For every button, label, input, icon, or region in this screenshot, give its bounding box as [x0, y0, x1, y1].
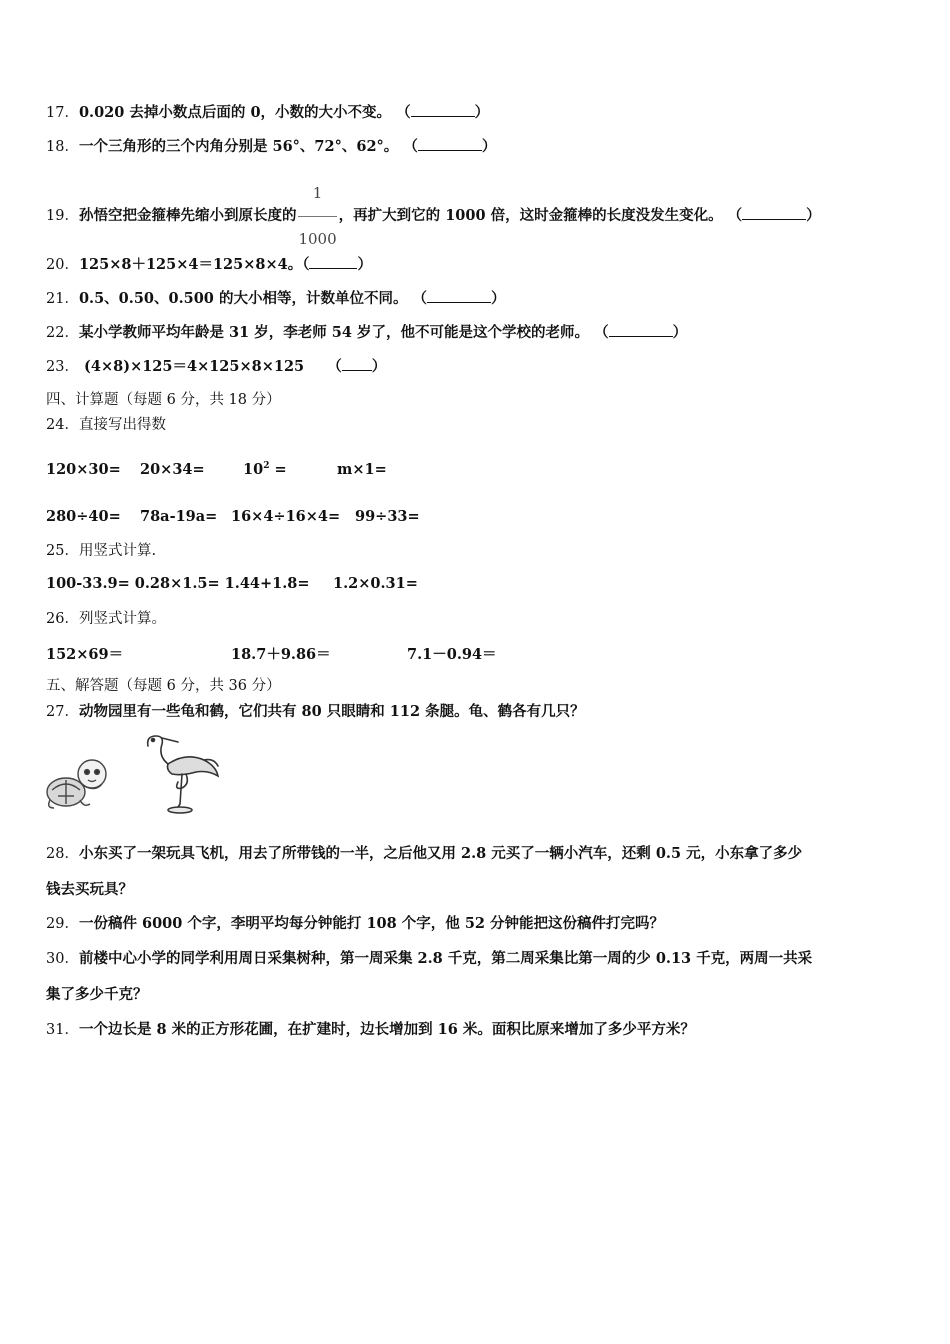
question-number: 24． [46, 417, 79, 433]
question-text: 0.020 去掉小数点后面的 0，小数的大小不变。 [78, 104, 392, 121]
question-text: 列竖式计算。 [78, 611, 166, 627]
question-22 [46, 322, 687, 343]
crane-illustration [138, 730, 222, 816]
question-number: 21． [46, 291, 79, 307]
question-number: 30． [46, 951, 79, 967]
question-number: 18． [46, 139, 79, 155]
question-29 [46, 914, 664, 934]
calc-item-power [243, 461, 287, 478]
calc-item: 16×4÷16×4= [231, 508, 341, 525]
calc-item: 18.7＋9.86＝ [231, 646, 331, 663]
paren-close: ） [357, 256, 372, 273]
paren-open: （ [327, 358, 342, 375]
calc-exponent: 2 [263, 461, 270, 472]
question-30 [46, 949, 812, 969]
question-30-continued: 集了多少千克？ [46, 986, 148, 1003]
fraction-denominator: 1000 [298, 230, 337, 248]
question-number: 22． [46, 325, 79, 341]
question-text: 一份稿件 6000 个字，李明平均每分钟能打 108 个字，他 52 分钟能把这份稿件打完吗？ [78, 915, 665, 932]
question-26 [46, 609, 166, 629]
question-text-a: 小东买了一架玩具飞机，用去了所带钱的一半，之后他又用 2.8 元买了一辆小汽车，还剩 0.5 元，小东拿了多少 [78, 845, 803, 862]
answer-blank[interactable] [427, 288, 491, 303]
question-17 [46, 102, 489, 123]
calc-item: 152×69＝ [46, 646, 124, 663]
section-4-heading: 四、计算题（每题 6 分，共 18 分） [46, 392, 281, 408]
question-text: 某小学教师平均年龄是 31 岁，李老师 54 岁了，他不可能是这个学校的老师。 [78, 324, 589, 341]
question-20 [46, 254, 372, 275]
question-number: 26． [46, 611, 79, 627]
paren-close: ） [481, 138, 497, 155]
paren-open: （ [396, 104, 411, 121]
question-27 [46, 702, 585, 722]
question-text-a: 前楼中心小学的同学利用周日采集树种，第一周采集 2.8 千克，第二周采集比第一周的少 0.13 千克，两周一共采 [78, 950, 813, 967]
answer-blank[interactable] [742, 205, 806, 220]
question-number: 28． [46, 846, 79, 862]
turtle-illustration [44, 734, 116, 816]
question-31 [46, 1020, 695, 1040]
question-text: 125×8＋125×4＝125×8×4。 [78, 256, 303, 273]
calc-item: 78a-19a= [140, 508, 218, 525]
calc-item: m×1= [337, 461, 387, 478]
question-24 [46, 415, 166, 435]
paren-close: ） [491, 290, 506, 307]
fraction [298, 172, 336, 260]
calc-item: 7.1－0.94＝ [407, 646, 497, 663]
calc-equals: = [274, 461, 287, 478]
question-text: 用竖式计算. [78, 543, 157, 559]
answer-blank[interactable] [411, 102, 475, 117]
paren-close: ） [371, 358, 387, 375]
paren-open: （ [727, 207, 743, 224]
question-number: 31． [46, 1022, 79, 1038]
question-19 [46, 172, 821, 260]
paren-open: （ [412, 290, 428, 307]
calc-base: 10 [243, 461, 264, 478]
question-text-b: ，再扩大到它的 1000 倍，这时金箍棒的长度没发生变化。 [338, 207, 723, 224]
question-text: 一个三角形的三个内角分别是 56°、72°、62°。 [78, 138, 399, 155]
question-28-continued: 钱去买玩具？ [46, 881, 133, 898]
paren-close: ） [672, 324, 688, 341]
paren-close: ） [806, 207, 821, 224]
question-number: 19． [46, 208, 79, 224]
question-25 [46, 541, 156, 561]
question-number: 17． [46, 105, 79, 121]
fraction-numerator: 1 [298, 172, 336, 217]
question-number: 23． [46, 359, 79, 375]
question-18 [46, 136, 496, 157]
question-text: 0.5、0.50、0.500 的大小相等，计数单位不同。 [78, 290, 408, 307]
paren-open: （ [403, 138, 418, 155]
calc-item: 280÷40= [46, 508, 121, 525]
calc-item: 99÷33= [355, 508, 420, 525]
question-21 [46, 288, 506, 309]
question-text: (4×8)×125＝4×125×8×125 [84, 358, 305, 375]
calc-item: 120×30= [46, 461, 121, 478]
question-number: 27． [46, 704, 79, 720]
paren-open: （ [302, 256, 310, 273]
question-text-a: 孙悟空把金箍棒先缩小到原长度的 [78, 207, 297, 224]
answer-blank[interactable] [418, 136, 482, 151]
answer-blank[interactable] [342, 356, 372, 371]
question-number: 25． [46, 543, 79, 559]
question-number: 20． [46, 257, 79, 273]
question-23 [46, 356, 386, 377]
answer-blank[interactable] [309, 254, 357, 269]
calc-item: 100-33.9= 0.28×1.5= 1.44+1.8= [46, 575, 310, 592]
paren-close: ） [474, 104, 490, 121]
section-5-heading: 五、解答题（每题 6 分，共 36 分） [46, 678, 281, 694]
answer-blank[interactable] [609, 322, 673, 337]
question-text: 直接写出得数 [78, 417, 166, 433]
calc-item: 1.2×0.31= [333, 575, 418, 592]
paren-open: （ [594, 324, 609, 341]
question-text: 一个边长是 8 米的正方形花圃，在扩建时，边长增加到 16 米。面积比原来增加了多少平方米？ [78, 1021, 695, 1038]
question-text: 动物园里有一些龟和鹤，它们共有 80 只眼睛和 112 条腿。龟、鹤各有几只？ [78, 703, 585, 720]
question-28 [46, 844, 802, 864]
question-number: 29． [46, 916, 79, 932]
calc-item: 20×34= [140, 461, 205, 478]
